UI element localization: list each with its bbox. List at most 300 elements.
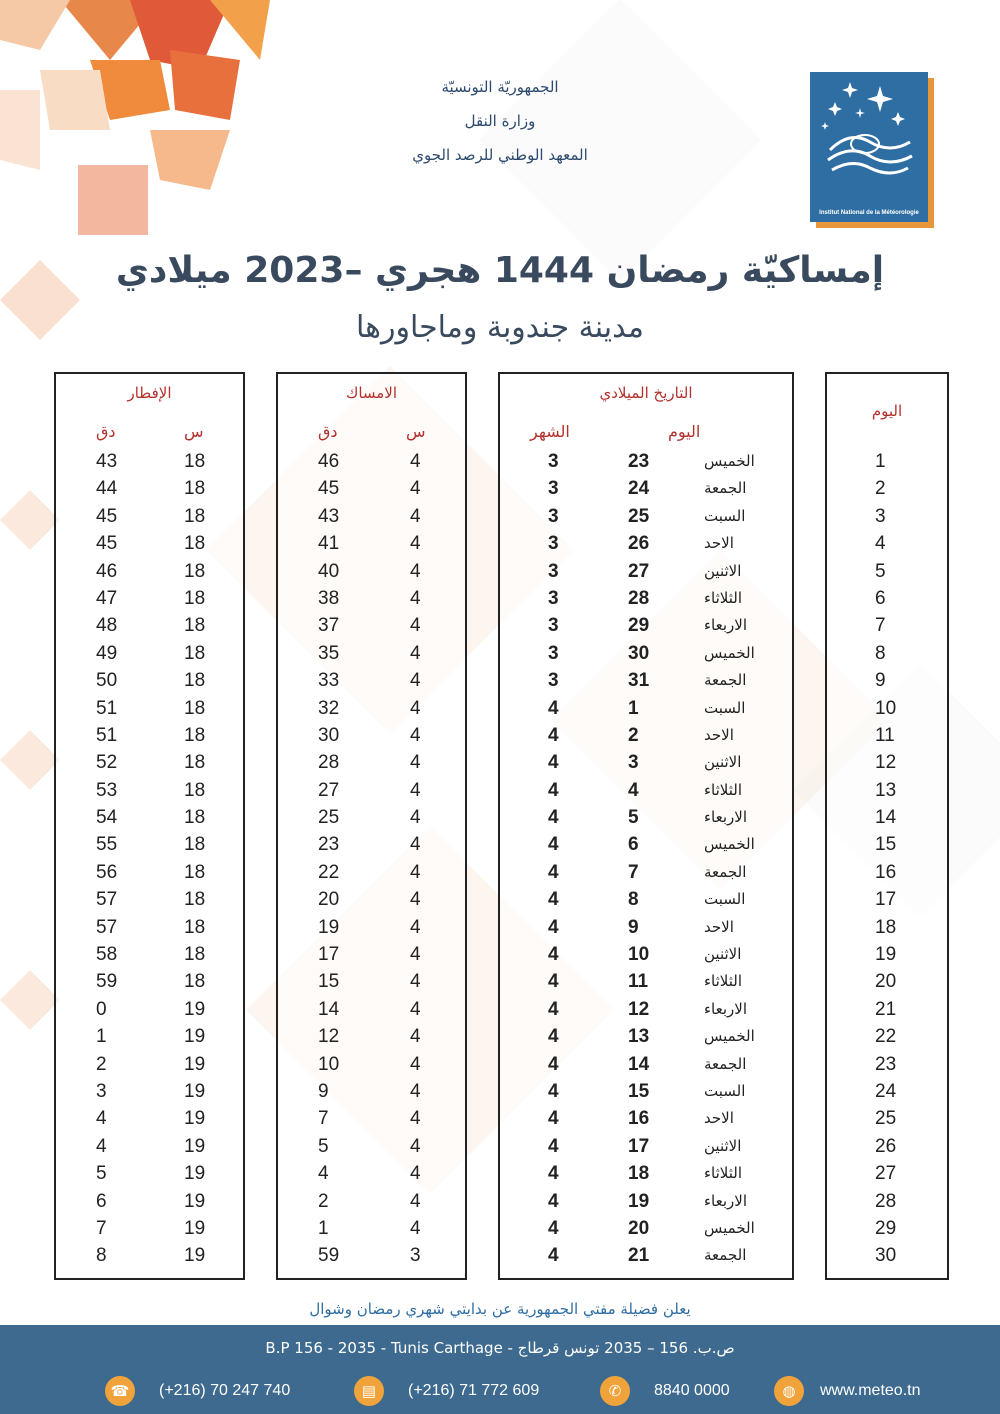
table-row xyxy=(278,640,465,667)
gregorian-date-rows xyxy=(500,448,792,1270)
iftar-minute: 4 xyxy=(96,1108,107,1130)
imsak-hour: 4 xyxy=(410,1053,421,1075)
table-row xyxy=(500,1215,792,1242)
fax-icon: ▤ xyxy=(354,1376,384,1406)
table-row xyxy=(500,1242,792,1269)
iftar-minute: 50 xyxy=(96,670,118,692)
gregorian-month: 3 xyxy=(548,478,559,500)
gregorian-month: 3 xyxy=(548,560,559,582)
table-row xyxy=(827,886,947,913)
table-row xyxy=(278,1215,465,1242)
iftar-hour: 18 xyxy=(184,724,206,746)
ramadan-day-number: 20 xyxy=(875,971,897,993)
table-row xyxy=(500,941,792,968)
imsak-minute: 19 xyxy=(318,916,340,938)
table-row xyxy=(56,1078,243,1105)
ramadan-day-number: 13 xyxy=(875,779,897,801)
institute-label: المعهد الوطني للرصد الجوي xyxy=(412,146,588,164)
weekday-name: الاحد xyxy=(704,917,734,936)
imsak-header: الامساك xyxy=(345,384,398,402)
iftar-hour: 19 xyxy=(184,1163,206,1185)
iftar-hour: 18 xyxy=(184,889,206,911)
iftar-hour: 18 xyxy=(184,944,206,966)
imsak-minute: 14 xyxy=(318,998,340,1020)
phone-icon: ☎ xyxy=(105,1376,135,1406)
gregorian-day: 25 xyxy=(628,505,650,527)
table-row xyxy=(500,640,792,667)
gregorian-day: 23 xyxy=(628,451,650,472)
ramadan-day-number: 6 xyxy=(875,587,886,609)
iftar-minute: 57 xyxy=(96,889,118,911)
iftar-minute: 54 xyxy=(96,807,118,829)
gregorian-day: 16 xyxy=(628,1108,650,1130)
iftar-hour: 18 xyxy=(184,834,206,856)
imsak-hour: 4 xyxy=(410,1080,421,1102)
table-row xyxy=(278,695,465,722)
ramadan-day-number: 30 xyxy=(875,1245,897,1267)
iftar-minute: 2 xyxy=(96,1053,107,1075)
imsak-hour: 4 xyxy=(410,889,421,911)
table-row xyxy=(827,530,947,557)
weekday-name: الثلاثاء xyxy=(704,588,743,607)
table-row xyxy=(278,1133,465,1160)
ramadan-day-number: 25 xyxy=(875,1108,897,1130)
website-link[interactable]: www.meteo.tn xyxy=(820,1382,921,1399)
gregorian-month: 4 xyxy=(548,1245,559,1267)
imsak-hour: 4 xyxy=(410,1217,421,1239)
gregorian-month: 4 xyxy=(548,916,559,938)
iftar-hour: 18 xyxy=(184,971,206,993)
table-row xyxy=(56,1242,243,1269)
imsak-hour: 4 xyxy=(410,1163,421,1185)
table-row xyxy=(827,777,947,804)
gregorian-day: 10 xyxy=(628,944,650,966)
table-row xyxy=(56,749,243,776)
gregorian-day: 30 xyxy=(628,642,650,664)
ramadan-day-number: 10 xyxy=(875,697,897,719)
green-number-contact xyxy=(600,1377,730,1405)
ramadan-day-number: 5 xyxy=(875,560,886,582)
weekday-name: الجمعة xyxy=(704,862,747,881)
ramadan-day-number: 18 xyxy=(875,916,897,938)
weekday-name: الجمعة xyxy=(704,1054,747,1073)
table-row xyxy=(827,996,947,1023)
imsak-hour: 4 xyxy=(410,533,421,555)
iftar-minute: 56 xyxy=(96,861,118,883)
table-row xyxy=(56,503,243,530)
imsak-minute: 12 xyxy=(318,1026,340,1048)
table-row xyxy=(827,695,947,722)
gregorian-month: 4 xyxy=(548,807,559,829)
table-row xyxy=(500,612,792,639)
table-row xyxy=(500,777,792,804)
gregorian-day: 1 xyxy=(628,697,639,719)
gregorian-month: 3 xyxy=(548,642,559,664)
table-row xyxy=(56,996,243,1023)
imsak-minute: 25 xyxy=(318,807,340,829)
table-row xyxy=(278,777,465,804)
table-row xyxy=(827,941,947,968)
ramadan-day-number: 28 xyxy=(875,1190,897,1212)
gregorian-day: 20 xyxy=(628,1217,650,1239)
iftar-minute: 59 xyxy=(96,971,118,993)
weekday-name: الاربعاء xyxy=(704,616,748,635)
iftar-minute: 6 xyxy=(96,1190,107,1212)
weekday-name: الثلاثاء xyxy=(704,972,743,991)
weekday-name: الثلاثاء xyxy=(704,780,743,799)
table-row xyxy=(278,749,465,776)
table-row xyxy=(827,1105,947,1132)
iftar-minute: 45 xyxy=(96,533,118,555)
imsak-minute: 40 xyxy=(318,560,340,582)
table-row xyxy=(500,503,792,530)
weekday-name: السبت xyxy=(704,1081,746,1100)
table-row xyxy=(56,530,243,557)
gregorian-day: 15 xyxy=(628,1080,650,1102)
imsak-column xyxy=(276,372,467,1280)
table-row xyxy=(278,612,465,639)
table-row xyxy=(827,448,947,475)
imsak-hour: 4 xyxy=(410,724,421,746)
iftar-minute: 52 xyxy=(96,752,118,774)
weekday-name: الخميس xyxy=(704,1218,755,1237)
iftar-hour: 18 xyxy=(184,752,206,774)
table-row xyxy=(56,695,243,722)
iftar-column xyxy=(54,372,245,1280)
iftar-hour: 18 xyxy=(184,642,206,664)
iftar-hour: 19 xyxy=(184,1108,206,1130)
gregorian-day: 4 xyxy=(628,779,639,801)
table-row xyxy=(500,475,792,502)
gregorian-month: 4 xyxy=(548,971,559,993)
iftar-minute: 57 xyxy=(96,916,118,938)
table-row xyxy=(56,831,243,858)
gregorian-day: 19 xyxy=(628,1190,650,1212)
contact-footer xyxy=(0,1325,1000,1414)
iftar-hour: 18 xyxy=(184,779,206,801)
table-row xyxy=(278,1160,465,1187)
table-row xyxy=(56,585,243,612)
table-row xyxy=(500,968,792,995)
table-row xyxy=(278,804,465,831)
table-row xyxy=(500,804,792,831)
table-row xyxy=(500,585,792,612)
table-row xyxy=(56,1105,243,1132)
iftar-minute: 55 xyxy=(96,834,118,856)
imsak-hour: 4 xyxy=(410,1190,421,1212)
table-row xyxy=(827,722,947,749)
table-row xyxy=(56,448,243,475)
table-row xyxy=(278,558,465,585)
iftar-hour: 18 xyxy=(184,533,206,555)
imsak-minute: 37 xyxy=(318,615,340,637)
gregorian-month: 4 xyxy=(548,834,559,856)
iftar-hour: 19 xyxy=(184,1053,206,1075)
gregorian-month: 4 xyxy=(548,1190,559,1212)
gregorian-day: 18 xyxy=(628,1163,650,1185)
gregorian-month: 4 xyxy=(548,1135,559,1157)
table-row xyxy=(500,1105,792,1132)
table-row xyxy=(500,1133,792,1160)
ramadan-day-number: 7 xyxy=(875,615,886,637)
table-row xyxy=(56,640,243,667)
gregorian-day: 13 xyxy=(628,1026,650,1048)
fax-number: (+216) 71 772 609 xyxy=(408,1382,540,1399)
imsak-hour: 4 xyxy=(410,971,421,993)
table-row xyxy=(56,914,243,941)
iftar-minute: 1 xyxy=(96,1026,107,1048)
ramadan-day-number: 24 xyxy=(875,1080,897,1102)
imsak-hour-subheader: س xyxy=(406,422,426,441)
iftar-hour: 19 xyxy=(184,1245,206,1267)
gregorian-day: 9 xyxy=(628,916,639,938)
iftar-hour: 18 xyxy=(184,451,206,472)
imsak-minute: 22 xyxy=(318,861,340,883)
table-row xyxy=(827,612,947,639)
gregorian-month: 4 xyxy=(548,889,559,911)
gregorian-day: 31 xyxy=(628,670,650,692)
gregorian-day: 6 xyxy=(628,834,639,856)
iftar-hour: 18 xyxy=(184,670,206,692)
gregorian-day: 28 xyxy=(628,587,650,609)
table-row xyxy=(827,749,947,776)
gregorian-month-subheader: الشهر xyxy=(530,422,570,441)
ramadan-day-number: 9 xyxy=(875,670,886,692)
gregorian-month: 3 xyxy=(548,533,559,555)
ramadan-day-number: 4 xyxy=(875,533,886,555)
table-row xyxy=(827,585,947,612)
imsak-minute-subheader: دق xyxy=(318,422,338,441)
imsak-hour: 4 xyxy=(410,451,421,472)
table-row xyxy=(827,640,947,667)
table-row xyxy=(500,667,792,694)
weekday-name: الاربعاء xyxy=(704,1191,748,1210)
imsak-minute: 27 xyxy=(318,779,340,801)
ramadan-day-number: 21 xyxy=(875,998,897,1020)
logo-caption: Institut National de la Météorologie xyxy=(819,210,919,216)
iftar-minute-subheader: دق xyxy=(96,422,116,441)
ramadan-day-number: 2 xyxy=(875,478,886,500)
ramadan-day-number: 8 xyxy=(875,642,886,664)
iftar-hour: 18 xyxy=(184,807,206,829)
iftar-hour: 18 xyxy=(184,478,206,500)
weekday-name: الاثنين xyxy=(704,753,742,772)
imsak-minute: 2 xyxy=(318,1190,329,1212)
table-row xyxy=(278,585,465,612)
imsak-rows xyxy=(278,448,465,1270)
imsak-minute: 32 xyxy=(318,697,340,719)
table-row xyxy=(827,1078,947,1105)
table-row xyxy=(56,612,243,639)
gregorian-month: 4 xyxy=(548,724,559,746)
weekday-name: الجمعة xyxy=(704,671,747,690)
ramadan-day-number: 23 xyxy=(875,1053,897,1075)
ramadan-day-number: 16 xyxy=(875,861,897,883)
imsak-minute: 38 xyxy=(318,587,340,609)
gregorian-date-column xyxy=(498,372,794,1280)
imsak-minute: 43 xyxy=(318,505,340,527)
imsak-hour: 4 xyxy=(410,916,421,938)
iftar-hour: 19 xyxy=(184,998,206,1020)
imsak-hour: 4 xyxy=(410,944,421,966)
imsak-minute: 33 xyxy=(318,670,340,692)
weekday-name: الثلاثاء xyxy=(704,1164,743,1183)
ramadan-day-number: 11 xyxy=(875,724,895,746)
page-subtitle: مدينة جندوبة وماجاورها xyxy=(356,310,644,345)
table-row xyxy=(56,968,243,995)
imsak-minute: 15 xyxy=(318,971,340,993)
imsak-minute: 7 xyxy=(318,1108,329,1130)
page-title: إمساكيّة رمضان 1444 هجري –2023 ميلادي xyxy=(115,250,885,291)
gregorian-month: 3 xyxy=(548,451,559,472)
table-row xyxy=(827,804,947,831)
imsak-hour: 4 xyxy=(410,560,421,582)
iftar-hour: 18 xyxy=(184,587,206,609)
table-row xyxy=(278,667,465,694)
imsak-hour: 4 xyxy=(410,505,421,527)
weekday-name: الاربعاء xyxy=(704,999,748,1018)
weekday-name: الجمعة xyxy=(704,1246,747,1265)
weekday-name: الاثنين xyxy=(704,945,742,964)
gregorian-day: 21 xyxy=(628,1245,650,1267)
gregorian-month: 4 xyxy=(548,998,559,1020)
table-row xyxy=(827,1188,947,1215)
ramadan-day-number: 12 xyxy=(875,752,897,774)
table-row xyxy=(500,996,792,1023)
imsak-hour: 4 xyxy=(410,779,421,801)
table-row xyxy=(827,914,947,941)
table-row xyxy=(827,831,947,858)
table-row xyxy=(827,503,947,530)
announcement-note: يعلن فضيلة مفتي الجمهورية عن بدايتي شهري رمضان وشوال xyxy=(309,1300,691,1318)
table-row xyxy=(278,886,465,913)
iftar-minute: 58 xyxy=(96,944,118,966)
gregorian-month: 4 xyxy=(548,1108,559,1130)
table-row xyxy=(278,941,465,968)
table-row xyxy=(56,722,243,749)
table-row xyxy=(500,859,792,886)
gregorian-month: 3 xyxy=(548,670,559,692)
gregorian-month: 4 xyxy=(548,1080,559,1102)
globe-icon: ◍ xyxy=(774,1376,804,1406)
ramadan-day-number: 19 xyxy=(875,944,897,966)
table-row xyxy=(827,1023,947,1050)
table-row xyxy=(278,503,465,530)
table-row xyxy=(56,1133,243,1160)
ramadan-day-number: 27 xyxy=(875,1163,897,1185)
table-row xyxy=(500,722,792,749)
table-row xyxy=(500,1160,792,1187)
iftar-minute: 5 xyxy=(96,1163,107,1185)
imsak-hour: 4 xyxy=(410,752,421,774)
imsak-minute: 45 xyxy=(318,478,340,500)
website-contact[interactable] xyxy=(774,1377,920,1405)
imsak-minute: 46 xyxy=(318,451,340,472)
table-row xyxy=(500,1023,792,1050)
gregorian-day: 5 xyxy=(628,807,639,829)
gregorian-month: 3 xyxy=(548,587,559,609)
ramadan-day-number: 22 xyxy=(875,1026,897,1048)
iftar-minute: 43 xyxy=(96,451,118,472)
gregorian-day: 11 xyxy=(628,971,649,993)
imsak-hour: 4 xyxy=(410,670,421,692)
table-row xyxy=(827,1242,947,1269)
table-row xyxy=(278,1051,465,1078)
iftar-minute: 53 xyxy=(96,779,118,801)
iftar-minute: 46 xyxy=(96,560,118,582)
imsak-hour: 4 xyxy=(410,998,421,1020)
table-row xyxy=(500,558,792,585)
imsak-hour: 4 xyxy=(410,834,421,856)
iftar-minute: 47 xyxy=(96,587,118,609)
iftar-minute: 7 xyxy=(96,1217,107,1239)
table-row xyxy=(56,859,243,886)
gregorian-day: 7 xyxy=(628,861,639,883)
table-row xyxy=(278,530,465,557)
gregorian-month: 4 xyxy=(548,1163,559,1185)
table-row xyxy=(278,475,465,502)
table-row xyxy=(56,804,243,831)
gregorian-day: 17 xyxy=(628,1135,650,1157)
table-row xyxy=(56,886,243,913)
iftar-minute: 45 xyxy=(96,505,118,527)
gregorian-month: 3 xyxy=(548,615,559,637)
iftar-hour: 18 xyxy=(184,861,206,883)
table-row xyxy=(278,968,465,995)
imsak-hour: 4 xyxy=(410,807,421,829)
table-row xyxy=(500,886,792,913)
fax-contact xyxy=(354,1377,539,1405)
iftar-hour: 18 xyxy=(184,697,206,719)
iftar-hour: 19 xyxy=(184,1026,206,1048)
table-row xyxy=(500,1051,792,1078)
green-number: 8840 0000 xyxy=(654,1382,730,1399)
gregorian-month: 4 xyxy=(548,697,559,719)
day-number-column xyxy=(825,372,949,1280)
table-row xyxy=(278,448,465,475)
gregorian-day: 24 xyxy=(628,478,650,500)
ramadan-day-number: 17 xyxy=(875,889,897,911)
table-row xyxy=(278,1242,465,1269)
gregorian-day: 12 xyxy=(628,998,650,1020)
iftar-minute: 8 xyxy=(96,1245,107,1267)
ramadan-day-number: 29 xyxy=(875,1217,897,1239)
table-row xyxy=(56,475,243,502)
table-row xyxy=(56,777,243,804)
imsak-hour: 4 xyxy=(410,1026,421,1048)
table-row xyxy=(827,968,947,995)
table-row xyxy=(827,1215,947,1242)
iftar-minute: 48 xyxy=(96,615,118,637)
table-row xyxy=(500,831,792,858)
table-row xyxy=(827,475,947,502)
gregorian-day: 3 xyxy=(628,752,639,774)
imsak-hour: 4 xyxy=(410,697,421,719)
table-row xyxy=(500,914,792,941)
whatsapp-phone-icon: ✆ xyxy=(600,1376,630,1406)
iftar-rows xyxy=(56,448,243,1270)
imsak-minute: 9 xyxy=(318,1080,329,1102)
iftar-hour: 19 xyxy=(184,1217,206,1239)
ministry-label: وزارة النقل xyxy=(464,112,536,130)
table-row xyxy=(278,859,465,886)
weekday-name: الاحد xyxy=(704,1109,734,1128)
weekday-name: الجمعة xyxy=(704,479,747,498)
table-row xyxy=(278,1188,465,1215)
imsak-minute: 30 xyxy=(318,724,340,746)
table-row xyxy=(827,1160,947,1187)
iftar-hour-subheader: س xyxy=(184,422,204,441)
